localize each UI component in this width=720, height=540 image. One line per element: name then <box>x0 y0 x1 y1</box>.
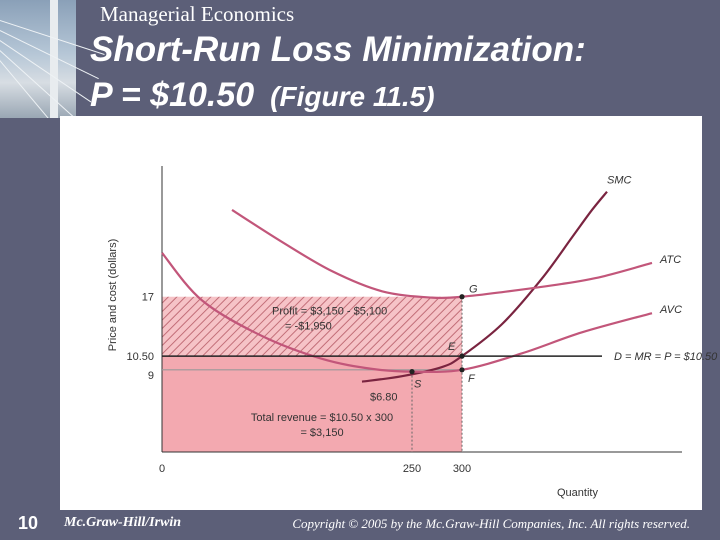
point-label-g: G <box>469 283 478 296</box>
x-tick-label-250: 250 <box>402 463 422 475</box>
slide-number: 10 <box>18 513 39 533</box>
loss-minimization-chart <box>60 116 718 512</box>
profit-annotation-line1: Profit = $3,150 - $5,100 <box>272 305 388 318</box>
point-label-e: E <box>448 341 456 354</box>
left-sidebar-bar <box>0 118 60 510</box>
course-header: Managerial Economics <box>100 2 295 26</box>
x-axis-title: Quantity <box>557 487 598 499</box>
point-label-s: S <box>414 378 422 391</box>
smc-label: SMC <box>607 174 632 187</box>
point-s <box>409 369 414 374</box>
atc-label: ATC <box>660 253 682 266</box>
bridge-photo <box>0 0 76 118</box>
slide-title: Short-Run Loss Minimization: <box>90 30 586 69</box>
s-price-label: $6.80 <box>370 391 398 404</box>
y-tick-label-10-50: 10.50 <box>126 351 154 364</box>
x-tick-label-300: 300 <box>452 463 472 475</box>
copyright-notice: Copyright © 2005 by the Mc.Graw-Hill Companies, Inc. All rights reserved. <box>292 516 690 531</box>
point-e <box>459 354 464 359</box>
y-tick-label-9: 9 <box>147 369 154 382</box>
avc-label: AVC <box>660 304 683 317</box>
point-f <box>459 367 464 372</box>
demand-label: D = MR = P = $10.50 <box>614 351 718 364</box>
publisher-label: Mc.Graw-Hill/Irwin <box>64 515 182 530</box>
revenue-annotation-line1: Total revenue = $10.50 x 300 <box>250 411 394 424</box>
y-axis-title: Price and cost (dollars) <box>107 238 119 352</box>
point-g <box>459 294 464 299</box>
slide-subtitle <box>90 76 435 115</box>
profit-annotation-line2: = -$1,950 <box>285 320 332 333</box>
atc-curve <box>232 210 652 298</box>
x-tick-label-0: 0 <box>158 463 166 475</box>
figure-reference: (Figure 11.5) <box>270 81 435 112</box>
chart-panel <box>60 116 718 512</box>
revenue-annotation-line2: = $3,150 <box>300 426 344 439</box>
point-label-f: F <box>468 372 475 385</box>
price-title: P = $10.50 <box>90 76 255 114</box>
y-tick-label-17: 17 <box>141 291 154 304</box>
